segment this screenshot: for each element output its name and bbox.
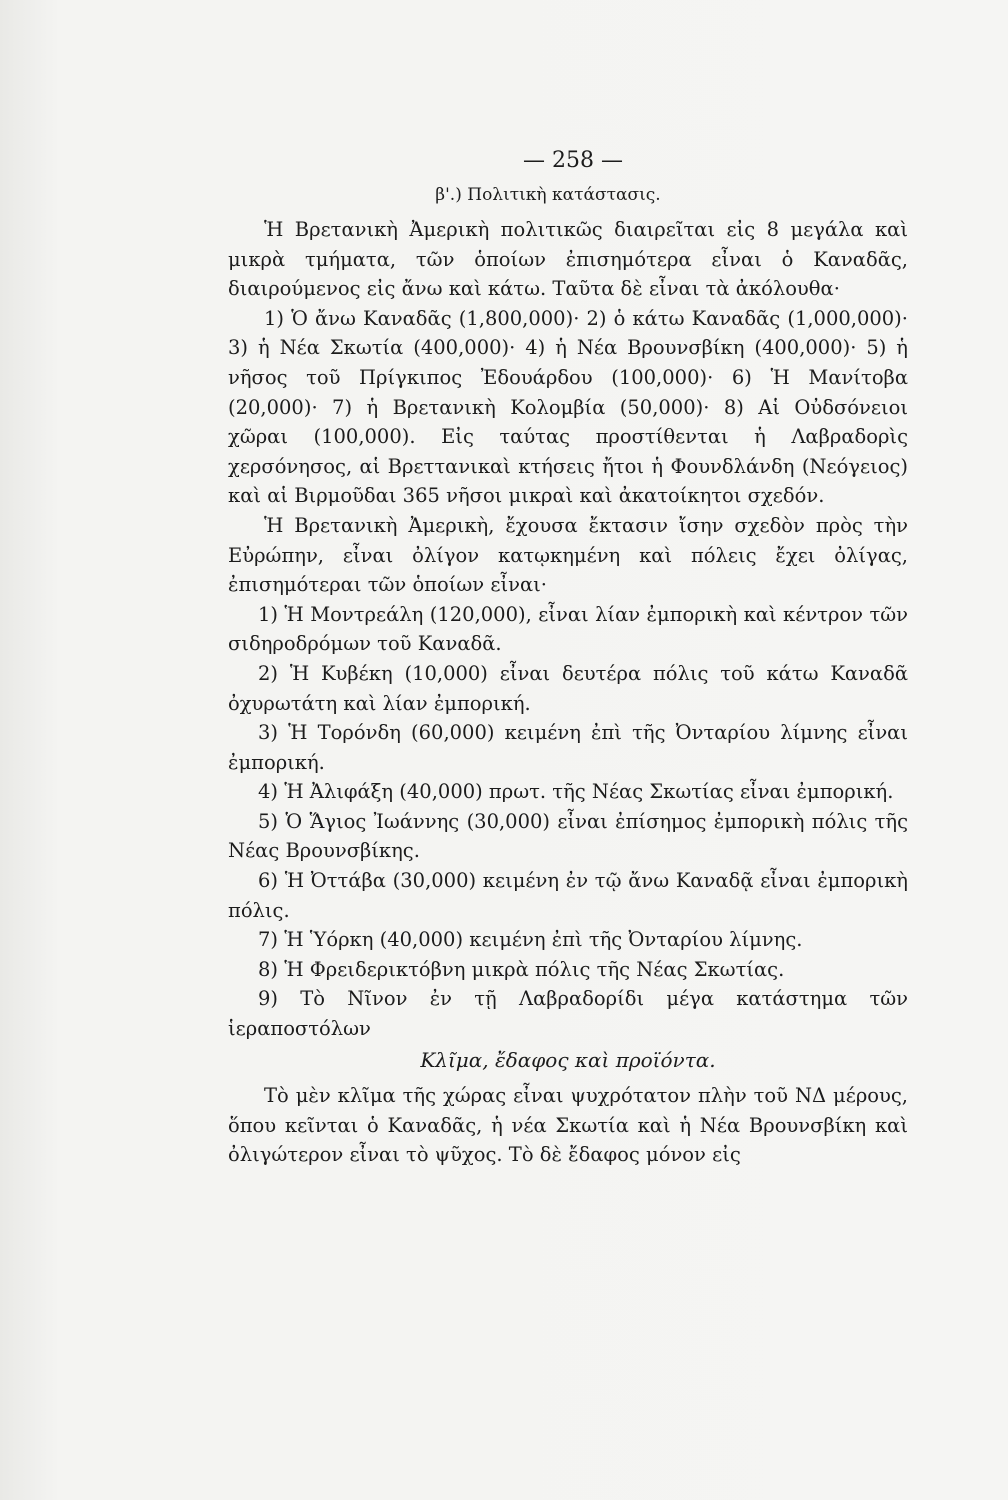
list-item: 4) Ἡ Ἀλιφάξη (40,000) πρωτ. τῆς Νέας Σκωτίας εἶναι ἐμπορική. (258, 780, 894, 804)
climate-heading: Κλῖμα, ἔδαφος καὶ προϊόντα. (420, 1047, 716, 1072)
page-number: — 258 — (523, 148, 623, 173)
paragraph-climate: Τὸ μὲν κλῖμα τῆς χώρας εἶναι ψυχρότατον πλὴν τοῦ ΝΔ μέρους, ὅπου κεῖνται ὁ Καναδᾶς, ἡ νέα Σκωτία καὶ ἡ Νέα Βρουνσβίκη καὶ ὀλιγώτερον εἶναι τὸ ψῦχος. Τὸ δὲ ἔδαφος μόνον εἰς (228, 1084, 908, 1167)
list-item: 2) Ἡ Κυβέκη (10,000) εἶναι δευτέρα πόλις τοῦ κάτω Καναδᾶ ὀχυρωτάτη καὶ λίαν ἐμπορική. (228, 661, 908, 715)
list-item: 9) Τὸ Νῖνον ἐν τῇ Λαβραδορίδι μέγα κατάστημα τῶν ἱεραποστόλων (228, 987, 908, 1041)
paragraph-cities-intro: Ἡ Βρετανικὴ Ἀμερικὴ, ἔχουσα ἔκτασιν ἴσην σχεδὸν πρὸς τὴν Εὐρώπην, εἶναι ὀλίγον κατῳκημένη καὶ πόλεις ἔχει ὀλίγας, ἐπισημότεραι τῶν ὁποίων εἶναι· (228, 513, 908, 597)
subsection-title: β'.) Πολιτικὴ κατάστασις. (435, 185, 661, 205)
list-item: 7) Ἡ Ὑόρκη (40,000) κειμένη ἐπὶ τῆς Ὀνταρίου λίμνης. (258, 928, 803, 952)
paragraph-divisions-intro: Ἡ Βρετανικὴ Ἀμερικὴ πολιτικῶς διαιρεῖται εἰς 8 μεγάλα καὶ μικρὰ τμήματα, τῶν ὁποίων ἐπισημότερα εἶναι ὁ Καναδᾶς, διαιρούμενος εἰς ἄνω καὶ κάτω. Ταῦτα δὲ εἶναι τὰ ἀκόλουθα· (228, 218, 908, 301)
paragraph-divisions-list: 1) Ὁ ἄνω Καναδᾶς (1,800,000)· 2) ὁ κάτω Καναδᾶς (1,000,000)· 3) ἡ Νέα Σκωτία (400,000)· 4) ἡ Νέα Βρουνσβίκη (400,000)· 5) ἡ νῆσος τοῦ Πρίγκιπος Ἐδουάρδου (100,000)· 6) Ἡ Μανίτοβα (20,000)· 7) ἡ Βρετανικὴ Κολομβία (50,000)· 8) Αἱ Οὐδσόνειοι χῶραι (100,000). Εἰς ταύτας προστίθενται ἡ Λαβραδορὶς χερσόνησος, αἱ Βρεττανικαὶ κτήσεις ἤτοι ἡ Φουνδλάνδη (Νεόγειος) καὶ αἱ Βιρμοῦδαι 365 νῆσοι μικραὶ καὶ ἀκατοίκητοι σχεδόν. (228, 306, 908, 508)
list-item: 1) Ἡ Μοντρεάλη (120,000), εἶναι λίαν ἐμπορικὴ καὶ κέντρον τῶν σιδηροδρόμων τοῦ Καναδᾶ. (228, 602, 908, 656)
list-item: 6) Ἡ Ὀττάβα (30,000) κειμένη ἐν τῷ ἄνω Καναδᾷ εἶναι ἐμπορικὴ πόλις. (228, 869, 908, 922)
list-item: 8) Ἡ Φρειδερικτόβνη μικρὰ πόλις τῆς Νέας Σκωτίας. (258, 957, 785, 981)
list-item: 5) Ὁ Ἅγιος Ἰωάννης (30,000) εἶναι ἐπίσημος ἐμπορικὴ πόλις τῆς Νέας Βρουνσβίκης. (228, 809, 908, 863)
list-item: 3) Ἡ Τορόνδη (60,000) κειμένη ἐπὶ τῆς Ὀνταρίου λίμνης εἶναι ἐμπορική. (228, 721, 908, 774)
city-list (228, 600, 908, 1044)
